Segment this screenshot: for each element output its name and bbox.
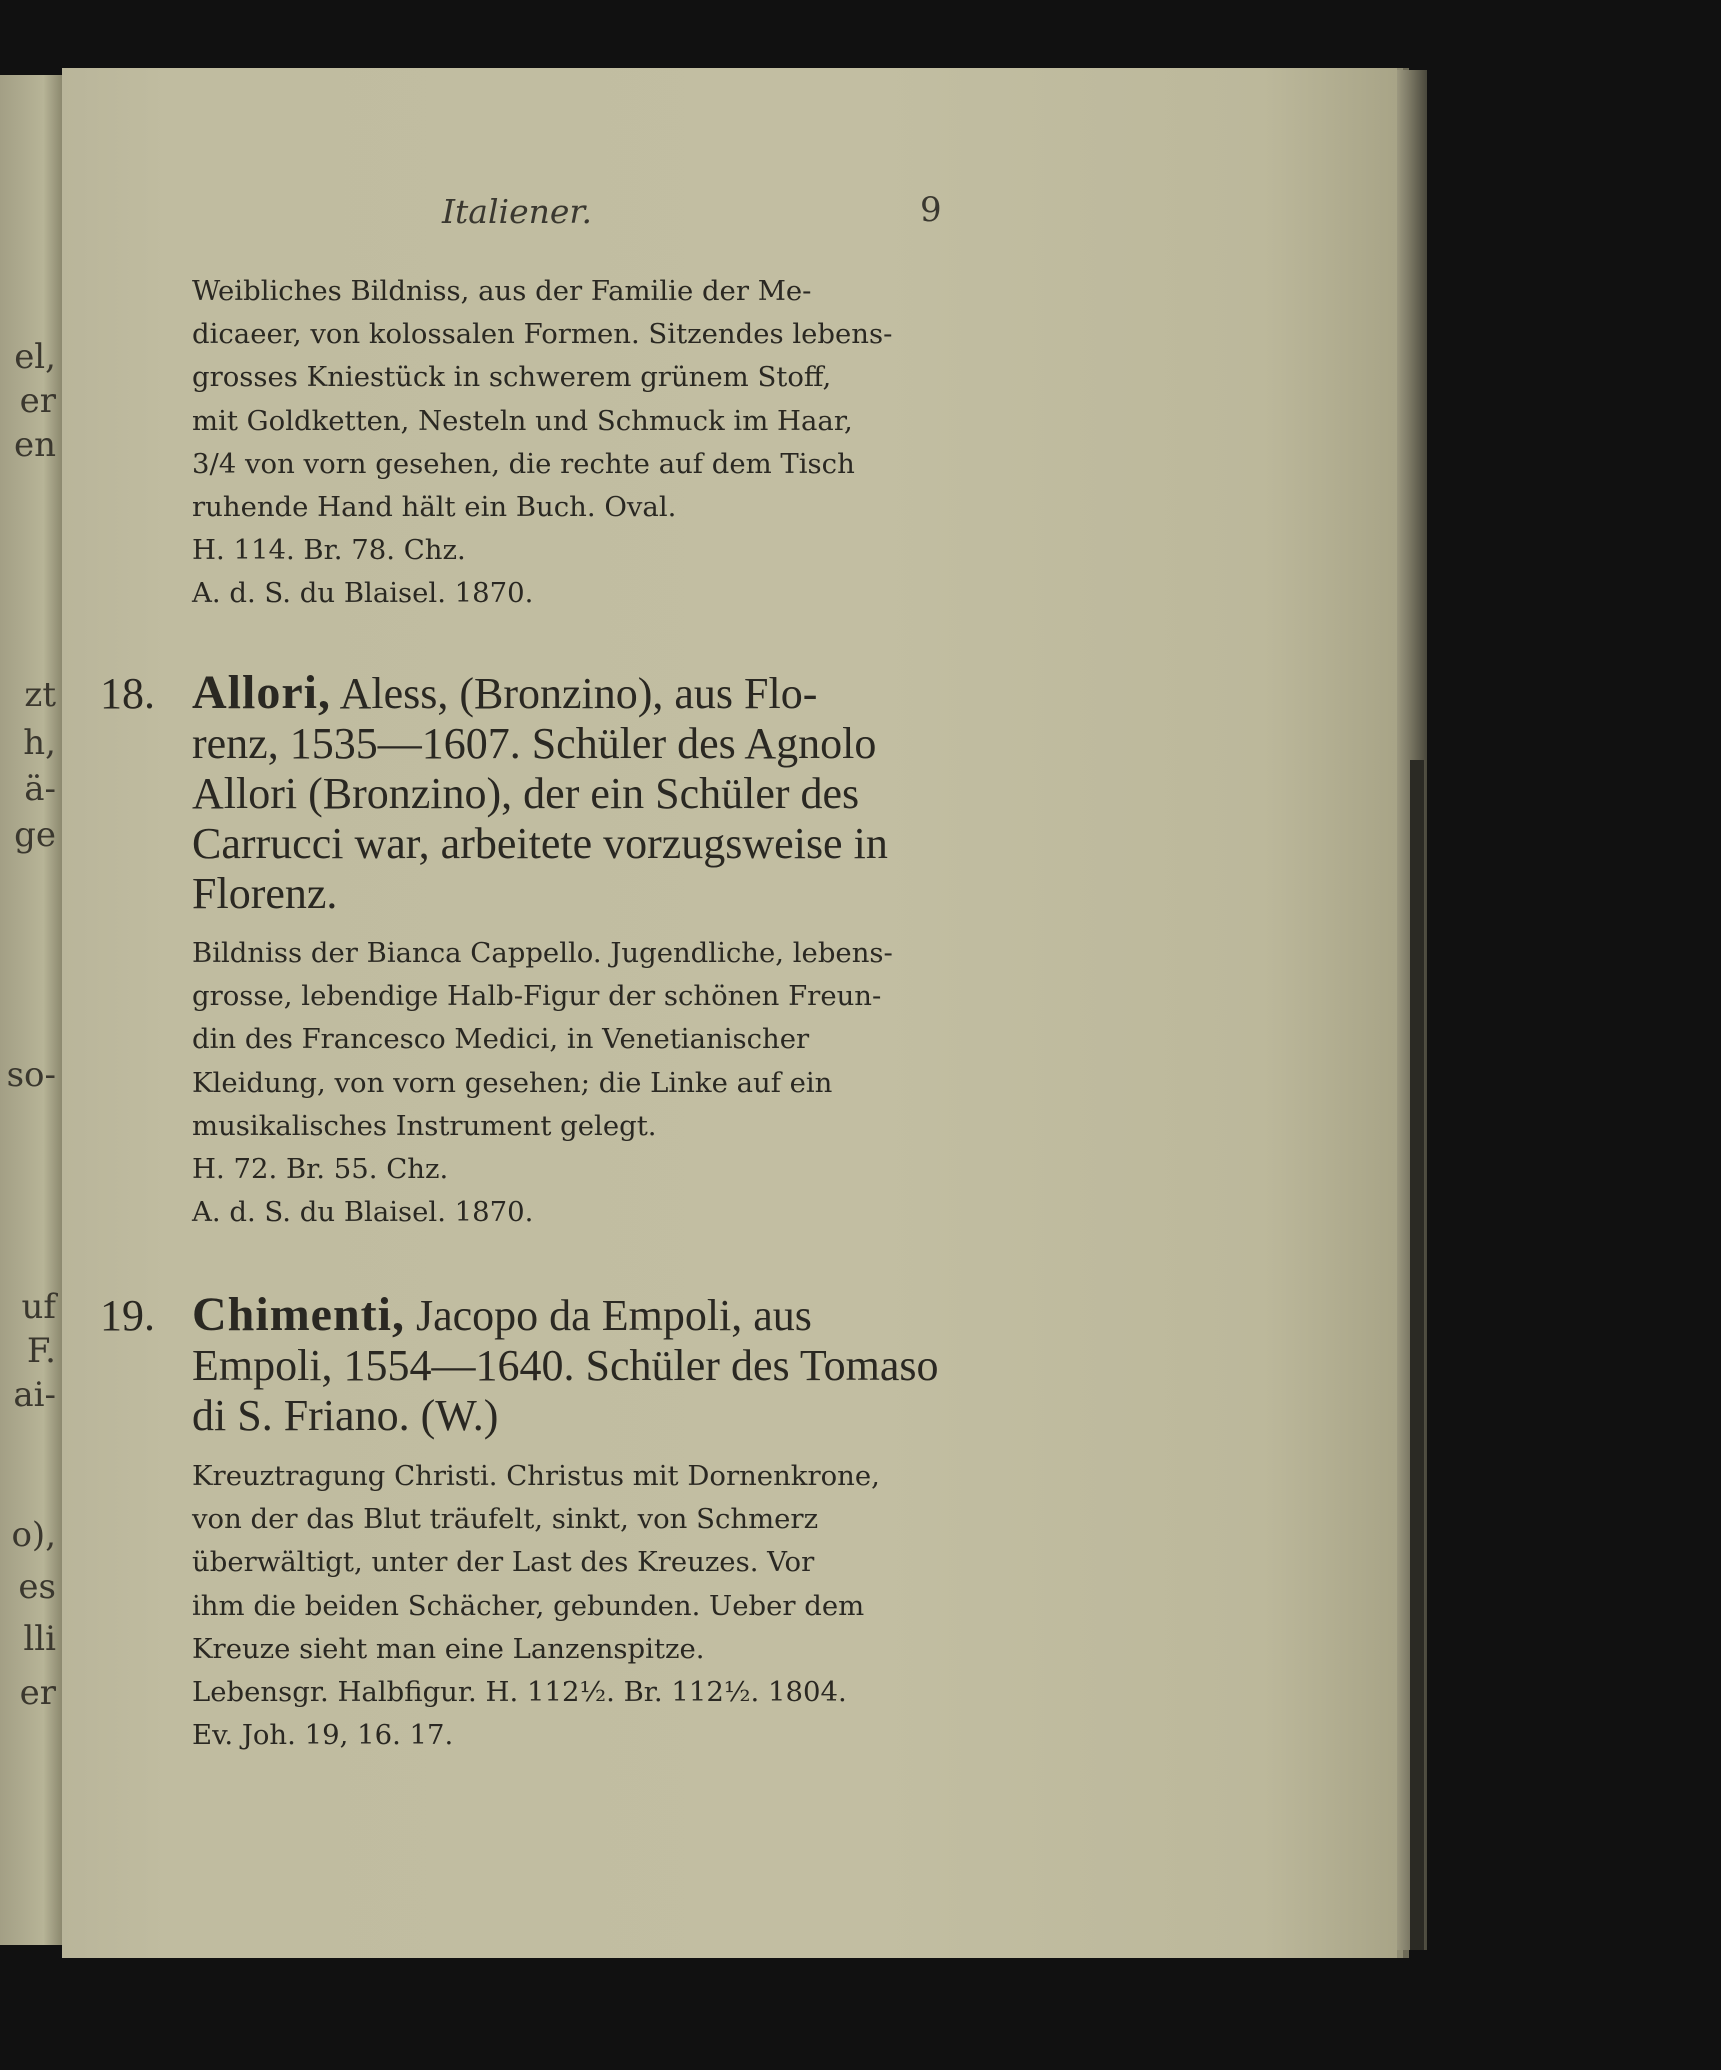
artist-name: Chimenti, [192, 1288, 405, 1341]
description-line: Bildniss der Bianca Cappello. Jugendliche, lebens- [192, 937, 893, 969]
prev-fragment: h, [23, 723, 56, 763]
description-line: Weibliches Bildniss, aus der Familie der Me- [192, 275, 812, 307]
prev-fragment: el, [14, 337, 56, 377]
description-line: Kreuze sieht man eine Lanzenspitze. [192, 1632, 705, 1665]
description-line: von der das Blut träufelt, sinkt, von Schmerz [192, 1503, 819, 1536]
heading-line: Allori, Aless, (Bronzino), aus Flo- [192, 666, 818, 719]
entry-number: 19. [100, 1291, 155, 1340]
bio-line: Empoli, 1554—1640. Schüler des Tomaso [192, 1341, 939, 1390]
description-line: Kreuztragung Christi. Christus mit Dornenkrone, [192, 1460, 880, 1492]
entry-19-heading [192, 1290, 946, 1441]
description-line: ihm die beiden Schächer, gebunden. Ueber dem [192, 1589, 865, 1622]
description-line: grosse, lebendige Halb-Figur der schönen Freun- [192, 980, 882, 1013]
running-title: Italiener. [442, 192, 593, 231]
description-line: musikalisches Instrument gelegt. [192, 1109, 657, 1142]
provenance: A. d. S. du Blaisel. 1870. [192, 577, 534, 610]
page-number: 9 [920, 190, 942, 230]
description-line: dicaeer, von kolossalen Formen. Sitzendes lebens- [192, 318, 893, 351]
dimensions: Lebensgr. Halbfigur. H. 112½. Br. 112½. 1804. [192, 1676, 847, 1709]
provenance: A. d. S. du Blaisel. 1870. [192, 1196, 534, 1229]
bio-line: renz, 1535—1607. Schüler des Agnolo [192, 719, 877, 768]
bio-line: Florenz. [192, 869, 338, 918]
prev-fragment: es [18, 1567, 56, 1607]
entry-18-description [192, 932, 946, 1234]
prev-fragment: F. [26, 1331, 56, 1371]
description-line: überwältigt, unter der Last des Kreuzes. Vor [192, 1546, 815, 1579]
prev-fragment: zt [24, 675, 56, 715]
book-binding [1410, 760, 1424, 1950]
previous-page-edge [0, 75, 62, 1945]
prev-fragment: ä- [24, 769, 56, 809]
description-line: mit Goldketten, Nesteln und Schmuck im Haar, [192, 404, 853, 437]
dimensions: H. 72. Br. 55. Chz. [192, 1153, 449, 1186]
entry-17-continued [192, 270, 946, 616]
prev-fragment: er [19, 381, 56, 421]
description-line: Kleidung, von vorn gesehen; die Linke auf ein [192, 1066, 833, 1099]
entry-19-description [192, 1455, 946, 1757]
description-line: din des Francesco Medici, in Venetianischer [192, 1023, 810, 1056]
dimensions: H. 114. Br. 78. Chz. [192, 534, 466, 567]
description-line: 3/4 von vorn gesehen, die rechte auf dem Tisch [192, 447, 855, 480]
prev-fragment: uf [21, 1287, 56, 1327]
prev-fragment: ge [14, 815, 56, 855]
scripture-reference: Ev. Joh. 19, 16. 17. [192, 1719, 454, 1752]
bio-line: Allori (Bronzino), der ein Schüler des [192, 769, 860, 818]
description-line: grosses Kniestück in schwerem grünem Stoff, [192, 361, 832, 394]
bio-line: di S. Friano. (W.) [192, 1391, 499, 1440]
bio-line: Carrucci war, arbeitete vorzugsweise in [192, 819, 888, 868]
prev-fragment: er [19, 1673, 56, 1713]
description-line: ruhende Hand hält ein Buch. Oval. [192, 491, 677, 524]
prev-fragment: o), [11, 1515, 56, 1555]
prev-fragment: so- [6, 1055, 56, 1095]
heading-line: Chimenti, Jacopo da Empoli, aus [192, 1288, 812, 1341]
prev-fragment: ai- [13, 1375, 56, 1415]
entry-number: 18. [100, 669, 155, 718]
prev-fragment: lli [23, 1619, 56, 1659]
prev-fragment: en [13, 425, 56, 465]
artist-name: Allori, [192, 666, 331, 719]
entry-18-heading [192, 668, 946, 919]
